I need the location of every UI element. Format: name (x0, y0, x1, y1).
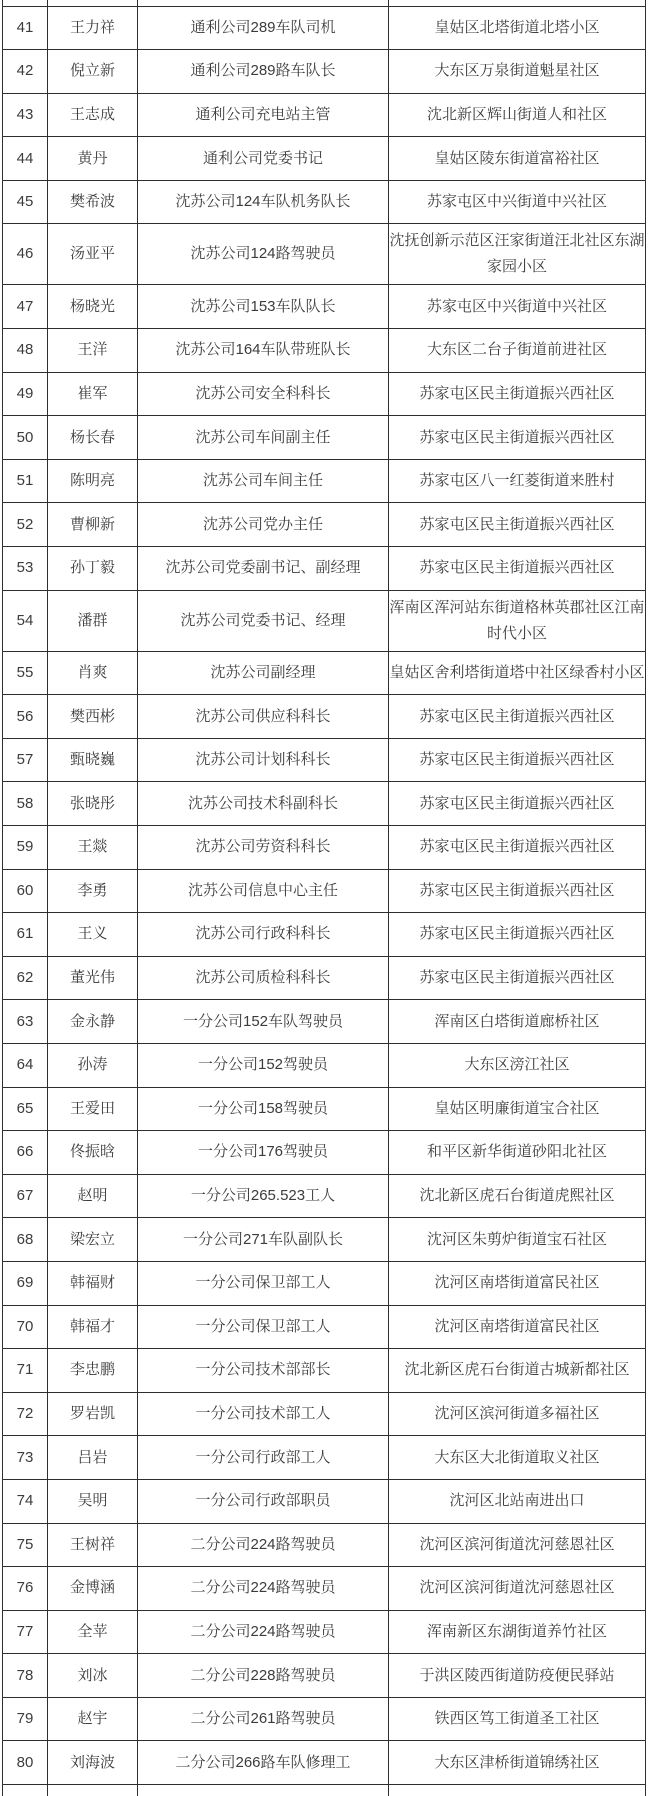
person-position-cell: 一分公司152驾驶员 (138, 1043, 389, 1087)
table-row (3, 1654, 646, 1698)
person-position-cell: 通利公司充电站主管 (138, 93, 389, 137)
person-name-cell: 王洋 (48, 329, 138, 373)
person-position-cell: 沈苏公司劳资科科长 (138, 826, 389, 870)
table-row (3, 1261, 646, 1305)
row-number-cell: 70 (3, 1305, 48, 1349)
person-address-cell: 铁西区笃工街道圣工社区 (389, 1697, 646, 1741)
person-name-cell: 佟振晗 (48, 1131, 138, 1175)
person-address-cell: 苏家屯区民主街道振兴西社区 (389, 869, 646, 913)
person-address-cell: 皇姑区舍利塔街道塔中社区绿香村小区 (389, 651, 646, 695)
row-number-cell: 56 (3, 695, 48, 739)
row-number-cell: 53 (3, 547, 48, 591)
person-name-cell: 梁宏立 (48, 1218, 138, 1262)
table-row (3, 1697, 646, 1741)
person-name-cell: 杨长春 (48, 416, 138, 460)
person-position-cell: 沈苏公司153车队队长 (138, 285, 389, 329)
table-row (3, 137, 646, 181)
person-name-cell: 曹柳新 (48, 503, 138, 547)
person-position-cell: 通利公司289路车队长 (138, 50, 389, 94)
person-address-cell: 和平区新华街道砂阳北社区 (389, 1131, 646, 1175)
person-address-cell: 大东区大北街道取义社区 (389, 1436, 646, 1480)
person-address-cell: 于洪区陵西街道防疫便民驿站 (389, 1654, 646, 1698)
table-row (3, 1218, 646, 1262)
person-position-cell: 沈苏公司党委副书记、副经理 (138, 547, 389, 591)
person-position-cell: 沈苏公司计划科科长 (138, 738, 389, 782)
person-name-cell: 樊西彬 (48, 695, 138, 739)
person-address-cell: 浑南区浑河站东街道格林英郡社区江南时代小区 (389, 590, 646, 651)
person-name-cell: 王爱田 (48, 1087, 138, 1131)
person-position-cell: 一分公司行政部职员 (138, 1479, 389, 1523)
row-number-cell: 74 (3, 1479, 48, 1523)
person-name-cell: 杨晓光 (48, 285, 138, 329)
person-name-cell: 王树祥 (48, 1523, 138, 1567)
clipped-cell (138, 1785, 389, 1796)
person-position-cell: 沈苏公司安全科科长 (138, 372, 389, 416)
person-position-cell: 二分公司266路车队修理工 (138, 1741, 389, 1785)
person-address-cell: 大东区津桥街道锦绣社区 (389, 1741, 646, 1785)
row-number-cell: 73 (3, 1436, 48, 1480)
row-number-cell: 68 (3, 1218, 48, 1262)
row-number-cell: 54 (3, 590, 48, 651)
person-address-cell: 苏家屯区民主街道振兴西社区 (389, 372, 646, 416)
person-position-cell: 二分公司224路驾驶员 (138, 1523, 389, 1567)
person-address-cell: 苏家屯区民主街道振兴西社区 (389, 826, 646, 870)
person-address-cell: 浑南区白塔街道廊桥社区 (389, 1000, 646, 1044)
row-number-cell: 48 (3, 329, 48, 373)
person-name-cell: 崔军 (48, 372, 138, 416)
person-position-cell: 一分公司保卫部工人 (138, 1305, 389, 1349)
person-name-cell: 甄晓巍 (48, 738, 138, 782)
row-number-cell: 61 (3, 913, 48, 957)
row-number-cell: 66 (3, 1131, 48, 1175)
row-number-cell: 47 (3, 285, 48, 329)
person-name-cell: 韩福财 (48, 1261, 138, 1305)
person-position-cell: 一分公司152车队驾驶员 (138, 1000, 389, 1044)
person-address-cell: 苏家屯区民主街道振兴西社区 (389, 956, 646, 1000)
person-name-cell: 汤亚平 (48, 224, 138, 285)
row-number-cell: 75 (3, 1523, 48, 1567)
row-number-cell: 69 (3, 1261, 48, 1305)
person-address-cell: 沈河区滨河街道多福社区 (389, 1392, 646, 1436)
person-name-cell: 李忠鹏 (48, 1349, 138, 1393)
person-name-cell: 金永静 (48, 1000, 138, 1044)
person-address-cell: 苏家屯区民主街道振兴西社区 (389, 913, 646, 957)
person-address-cell: 皇姑区北塔街道北塔小区 (389, 6, 646, 50)
person-position-cell: 二分公司224路驾驶员 (138, 1610, 389, 1654)
row-number-cell: 52 (3, 503, 48, 547)
row-number-cell: 60 (3, 869, 48, 913)
row-number-cell: 50 (3, 416, 48, 460)
person-name-cell: 倪立新 (48, 50, 138, 94)
row-number-cell: 63 (3, 1000, 48, 1044)
person-position-cell: 沈苏公司164车队带班队长 (138, 329, 389, 373)
person-position-cell: 沈苏公司124路驾驶员 (138, 224, 389, 285)
table-row (3, 285, 646, 329)
person-address-cell: 苏家屯区民主街道振兴西社区 (389, 547, 646, 591)
person-address-cell: 苏家屯区民主街道振兴西社区 (389, 503, 646, 547)
person-address-cell: 沈河区南塔街道富民社区 (389, 1261, 646, 1305)
person-position-cell: 沈苏公司质检科科长 (138, 956, 389, 1000)
person-position-cell: 沈苏公司副经理 (138, 651, 389, 695)
person-name-cell: 潘群 (48, 590, 138, 651)
person-address-cell: 沈抚创新示范区汪家街道汪北社区东湖家园小区 (389, 224, 646, 285)
row-number-cell: 51 (3, 459, 48, 503)
person-name-cell: 吕岩 (48, 1436, 138, 1480)
person-name-cell: 陈明亮 (48, 459, 138, 503)
person-name-cell: 全苹 (48, 1610, 138, 1654)
row-number-cell: 78 (3, 1654, 48, 1698)
table-row (3, 1436, 646, 1480)
person-name-cell: 董光伟 (48, 956, 138, 1000)
person-name-cell: 金博涵 (48, 1567, 138, 1611)
table-row (3, 547, 646, 591)
table-row (3, 459, 646, 503)
person-position-cell: 通利公司党委书记 (138, 137, 389, 181)
table-row (3, 695, 646, 739)
row-number-cell: 42 (3, 50, 48, 94)
table-row (3, 1741, 646, 1785)
person-name-cell: 张晓彤 (48, 782, 138, 826)
row-number-cell: 45 (3, 180, 48, 224)
table-row (3, 1479, 646, 1523)
person-position-cell: 沈苏公司车间副主任 (138, 416, 389, 460)
table-row (3, 869, 646, 913)
person-name-cell: 刘海波 (48, 1741, 138, 1785)
person-position-cell: 一分公司271车队副队长 (138, 1218, 389, 1262)
table-row (3, 826, 646, 870)
person-name-cell: 黄丹 (48, 137, 138, 181)
row-number-cell: 72 (3, 1392, 48, 1436)
table-row (3, 1305, 646, 1349)
person-position-cell: 沈苏公司技术科副科长 (138, 782, 389, 826)
person-address-cell: 浑南新区东湖街道养竹社区 (389, 1610, 646, 1654)
row-number-cell: 79 (3, 1697, 48, 1741)
person-name-cell: 王燚 (48, 826, 138, 870)
person-name-cell: 罗岩凯 (48, 1392, 138, 1436)
person-address-cell: 沈河区滨河街道沈河慈恩社区 (389, 1567, 646, 1611)
person-position-cell: 沈苏公司供应科科长 (138, 695, 389, 739)
person-position-cell: 一分公司技术部工人 (138, 1392, 389, 1436)
person-position-cell: 一分公司行政部工人 (138, 1436, 389, 1480)
row-number-cell: 62 (3, 956, 48, 1000)
table-row (3, 416, 646, 460)
person-address-cell: 皇姑区陵东街道富裕社区 (389, 137, 646, 181)
table-row (3, 1567, 646, 1611)
person-position-cell: 沈苏公司党委书记、经理 (138, 590, 389, 651)
person-position-cell: 沈苏公司124车队机务队长 (138, 180, 389, 224)
row-number-cell: 44 (3, 137, 48, 181)
person-address-cell: 大东区滂江社区 (389, 1043, 646, 1087)
table-row (3, 224, 646, 285)
table-row (3, 738, 646, 782)
person-position-cell: 一分公司265.523工人 (138, 1174, 389, 1218)
person-name-cell: 赵宇 (48, 1697, 138, 1741)
person-position-cell: 二分公司261路驾驶员 (138, 1697, 389, 1741)
row-number-cell: 57 (3, 738, 48, 782)
person-address-cell: 沈北新区虎石台街道虎熙社区 (389, 1174, 646, 1218)
table-row (3, 782, 646, 826)
person-address-cell: 苏家屯区民主街道振兴西社区 (389, 782, 646, 826)
row-number-cell: 80 (3, 1741, 48, 1785)
person-position-cell: 一分公司保卫部工人 (138, 1261, 389, 1305)
table-row (3, 1043, 646, 1087)
person-address-cell: 大东区二台子街道前进社区 (389, 329, 646, 373)
person-name-cell: 王力祥 (48, 6, 138, 50)
person-name-cell: 孙丁毅 (48, 547, 138, 591)
row-number-cell: 65 (3, 1087, 48, 1131)
table-row (3, 1087, 646, 1131)
clipped-row-below (3, 1785, 646, 1796)
row-number-cell: 67 (3, 1174, 48, 1218)
person-address-cell: 苏家屯区民主街道振兴西社区 (389, 416, 646, 460)
table-row (3, 956, 646, 1000)
person-address-cell: 苏家屯区中兴街道中兴社区 (389, 285, 646, 329)
table-row (3, 651, 646, 695)
row-number-cell: 43 (3, 93, 48, 137)
table-row (3, 590, 646, 651)
person-address-cell: 沈河区滨河街道沈河慈恩社区 (389, 1523, 646, 1567)
person-address-cell: 皇姑区明廉街道宝合社区 (389, 1087, 646, 1131)
table-row (3, 6, 646, 50)
person-position-cell: 沈苏公司党办主任 (138, 503, 389, 547)
table-row (3, 372, 646, 416)
person-position-cell: 一分公司技术部部长 (138, 1349, 389, 1393)
person-address-cell: 苏家屯区民主街道振兴西社区 (389, 738, 646, 782)
person-address-cell: 沈河区南塔街道富民社区 (389, 1305, 646, 1349)
table-row (3, 50, 646, 94)
person-name-cell: 王义 (48, 913, 138, 957)
clipped-cell (3, 1785, 48, 1796)
person-name-cell: 李勇 (48, 869, 138, 913)
row-number-cell: 41 (3, 6, 48, 50)
personnel-roster-table (2, 0, 646, 1796)
table-row (3, 1392, 646, 1436)
person-name-cell: 肖爽 (48, 651, 138, 695)
table-row (3, 93, 646, 137)
roster-table-body (3, 0, 646, 1796)
person-position-cell: 二分公司224路驾驶员 (138, 1567, 389, 1611)
row-number-cell: 64 (3, 1043, 48, 1087)
person-name-cell: 韩福才 (48, 1305, 138, 1349)
row-number-cell: 46 (3, 224, 48, 285)
person-address-cell: 苏家屯区八一红菱街道来胜村 (389, 459, 646, 503)
person-position-cell: 一分公司158驾驶员 (138, 1087, 389, 1131)
person-name-cell: 孙涛 (48, 1043, 138, 1087)
person-position-cell: 一分公司176驾驶员 (138, 1131, 389, 1175)
row-number-cell: 49 (3, 372, 48, 416)
table-row (3, 329, 646, 373)
person-name-cell: 王志成 (48, 93, 138, 137)
table-row (3, 1610, 646, 1654)
row-number-cell: 76 (3, 1567, 48, 1611)
row-number-cell: 55 (3, 651, 48, 695)
person-name-cell: 赵明 (48, 1174, 138, 1218)
person-address-cell: 苏家屯区民主街道振兴西社区 (389, 695, 646, 739)
row-number-cell: 71 (3, 1349, 48, 1393)
person-position-cell: 通利公司289车队司机 (138, 6, 389, 50)
table-row (3, 1349, 646, 1393)
person-address-cell: 苏家屯区中兴街道中兴社区 (389, 180, 646, 224)
person-position-cell: 沈苏公司车间主任 (138, 459, 389, 503)
row-number-cell: 59 (3, 826, 48, 870)
person-address-cell: 沈河区朱剪炉街道宝石社区 (389, 1218, 646, 1262)
table-row (3, 913, 646, 957)
clipped-cell (389, 1785, 646, 1796)
clipped-cell (48, 1785, 138, 1796)
table-row (3, 1174, 646, 1218)
person-position-cell: 沈苏公司行政科科长 (138, 913, 389, 957)
person-position-cell: 二分公司228路驾驶员 (138, 1654, 389, 1698)
row-number-cell: 58 (3, 782, 48, 826)
person-address-cell: 大东区万泉街道魁星社区 (389, 50, 646, 94)
table-row (3, 1131, 646, 1175)
person-name-cell: 樊希波 (48, 180, 138, 224)
row-number-cell: 77 (3, 1610, 48, 1654)
person-name-cell: 刘冰 (48, 1654, 138, 1698)
person-address-cell: 沈北新区辉山街道人和社区 (389, 93, 646, 137)
person-address-cell: 沈北新区虎石台街道古城新都社区 (389, 1349, 646, 1393)
table-row (3, 1523, 646, 1567)
person-position-cell: 沈苏公司信息中心主任 (138, 869, 389, 913)
person-address-cell: 沈河区北站南进出口 (389, 1479, 646, 1523)
table-row (3, 180, 646, 224)
table-row (3, 503, 646, 547)
table-row (3, 1000, 646, 1044)
person-name-cell: 吴明 (48, 1479, 138, 1523)
